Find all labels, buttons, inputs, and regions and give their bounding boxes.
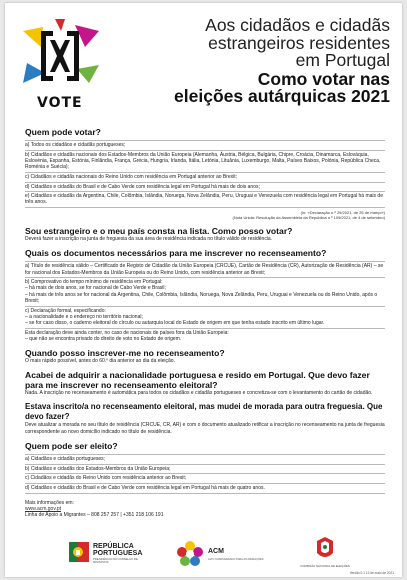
list-item: a) Todos os cidadãos e cidadãs portugueses;	[25, 140, 385, 151]
acm-title: ACM	[208, 548, 224, 555]
list-item: d) Cidadãos e cidadãs do Brasil e de Cabo Verde com residência legal em Portugal há mais de quatro anos.	[25, 484, 385, 494]
who-can-vote-list	[25, 140, 385, 208]
acm-logo	[175, 539, 275, 569]
section-heading: Quem pode ser eleito?	[25, 440, 118, 451]
logo-text: VOTE	[37, 95, 83, 111]
website-link[interactable]: www.acm.gov.pt	[25, 505, 62, 512]
republica-title: REPÚBLICA PORTUGUESA	[93, 543, 143, 557]
list-item: c) Declaração formal, especificando: – a nacionalidade e o endereço no território nacional; – se for caso disso, o caderno eleitoral do círculo ou autarquia local do Estado de origem em que tenha estado inscrito em último lugar.	[25, 307, 385, 329]
title-bold-line-1: Como votar nas	[257, 68, 390, 89]
legal-reference-2[interactable]: (Nota Unida: Resolução da Assembleia da República n.º 109/2021, de 4 de setembro)	[232, 215, 385, 221]
title-bold-line-2: eleições autárquicas 2021	[174, 86, 390, 106]
section-heading-who-can-vote: Quem pode votar?	[25, 127, 101, 137]
page-title	[110, 17, 390, 106]
vote-logo-icon	[15, 13, 105, 93]
title-line-1: Aos cidadãos e cidadãs	[205, 15, 390, 35]
vote-logo	[15, 13, 105, 113]
section-how-to-vote	[25, 226, 385, 242]
section-heading: Quais os documentos necessários para me inscrever no recenseamento?	[25, 248, 327, 259]
section-text: O mais rápido possível, antes do 60.º dia anterior ao dia da eleição.	[25, 358, 175, 365]
contacts	[25, 500, 385, 518]
section-heading: Sou estrangeiro e o meu país consta na lista. Como posso votar?	[25, 226, 293, 237]
section-when	[25, 348, 385, 364]
list-item: e) Cidadãos e cidadãs da Argentina, Chile, Colômbia, Islândia, Noruega, Nova Zelândia, Peru, Uruguai e Venezuela com residência legal em Portugal há mais de três anos.	[25, 192, 385, 208]
footer	[5, 533, 402, 577]
version-label: Versão 0.1 13 de maio de 2021	[349, 571, 394, 575]
title-line-3: em Portugal	[295, 50, 390, 70]
list-item: a) Título de residência válido – Certificado de Registo de Cidadão da União Europeia (CRCUE), Cartão de Residência (CR), Autorização de Residência (AR) – se for nacional dos Estados-Membros da União Europeia ou do Reino Unido, com residência anterior ao Brexit;	[25, 261, 385, 278]
section-nationality	[25, 370, 385, 396]
helpline: Linha de Apoio a Migrantes – 808 257 257 | +351 218 106 191	[25, 511, 164, 518]
list-item: d) Cidadãos e cidadãs do Brasil e de Cabo Verde com residência legal em Portugal há mais de dois anos;	[25, 183, 385, 193]
list-item: b) Cidadãos e cidadãs nacionais dos Estados-Membros da União Europeia (Alemanha, Áustria, Bélgica, Bulgária, Chipre, Croácia, Dinamarca, Eslováquia, Eslovénia, Espanha, Estónia, Finlândia, França, Grécia, Hungria, Irlanda, Itália, Letónia, Lituânia, Luxemburgo, Malta, Países Baixos, Polónia, República Checa, Roménia e Suécia);	[25, 151, 385, 173]
coat-of-arms-icon	[67, 539, 91, 565]
list-item: a) Cidadãos e cidadãs portugueses;	[25, 454, 385, 465]
cne-emblem-icon	[290, 535, 360, 563]
title-line-2: estrangeiros residentes	[208, 32, 390, 53]
legal-reference-1[interactable]: (In: «Declaração n.º 29/2021, de 25 de março»)	[300, 210, 385, 216]
section-who-can-be-elected	[25, 441, 385, 494]
section-heading: Quando posso inscrever-me no recenseamento?	[25, 348, 225, 359]
cne-text: COMISSÃO NACIONAL DE ELEIÇÕES	[300, 564, 350, 568]
legal-reference	[25, 210, 385, 220]
list-item: b) Cidadãos e cidadãs dos Estados-Membros da União Europeia;	[25, 465, 385, 475]
poster-page	[5, 3, 402, 577]
section-note: Esta declaração deve ainda conter, no caso de nacionais de países fora da União Europeia: – que não se encontra privado do direito de voto no Estado de origem.	[25, 329, 229, 342]
list-item: c) Cidadãos e cidadãs nacionais do Reino Unido com residência em Portugal anterior ao Brexit;	[25, 173, 385, 183]
header	[5, 3, 402, 121]
list-item: b) Comprovativo do tempo mínimo de residência em Portugal: – há mais de dois anos, se for nacional de Cabo Verde e Brasil; – há mais de três anos se for nacional da Argentina, Chile, Colômbia, Islândia, Noruega, Nova Zelândia, Peru, Uruguai e Venezuela ou do Reino Unido, após o Brexit;	[25, 278, 385, 306]
section-text: Nada. A inscrição no recenseamento é automática para todos os cidadãos e cidadãs portugueses e concretiza-se com o levantamento do cartão de cidadão.	[25, 390, 373, 397]
section-documents	[25, 248, 385, 342]
cne-logo	[290, 535, 360, 569]
acm-subtitle: ALTO COMISSARIADO PARA AS MIGRAÇÕES	[208, 558, 264, 561]
section-address-change	[25, 402, 385, 434]
elected-list	[25, 454, 385, 494]
republica-subtitle: PRESIDÊNCIA DO CONSELHO DE MINISTROS	[93, 557, 138, 565]
section-heading: Acabei de adquirir a nacionalidade portuguesa e resido em Portugal. Que devo fazer para me inscrever no recenseamento eleitoral?	[25, 370, 370, 391]
section-heading: Estava inscrito/a no recenseamento eleitoral, mas mudei de morada para outra freguesia. Que devo fazer?	[25, 402, 383, 422]
acm-flower-icon	[175, 539, 205, 569]
documents-list	[25, 261, 385, 328]
contacts-label: Mais informações em:	[25, 499, 74, 506]
list-item: c) Cidadãos e cidadãs do Reino Unido com residência anterior ao Brexit;	[25, 474, 385, 484]
content	[25, 127, 385, 518]
section-text: Deverá fazer a inscrição na junta de freguesia da sua área de residência indicada no título válido de residência.	[25, 236, 273, 243]
section-text: Deve atualizar a morada no seu título de residência (CRCUE, CR, AR) e com o documento atualizado retificar a inscrição no recenseamento na junta de freguesia correspondente ao novo domicílio indicado no título de residência.	[25, 422, 385, 435]
republica-portuguesa-logo	[67, 539, 177, 569]
